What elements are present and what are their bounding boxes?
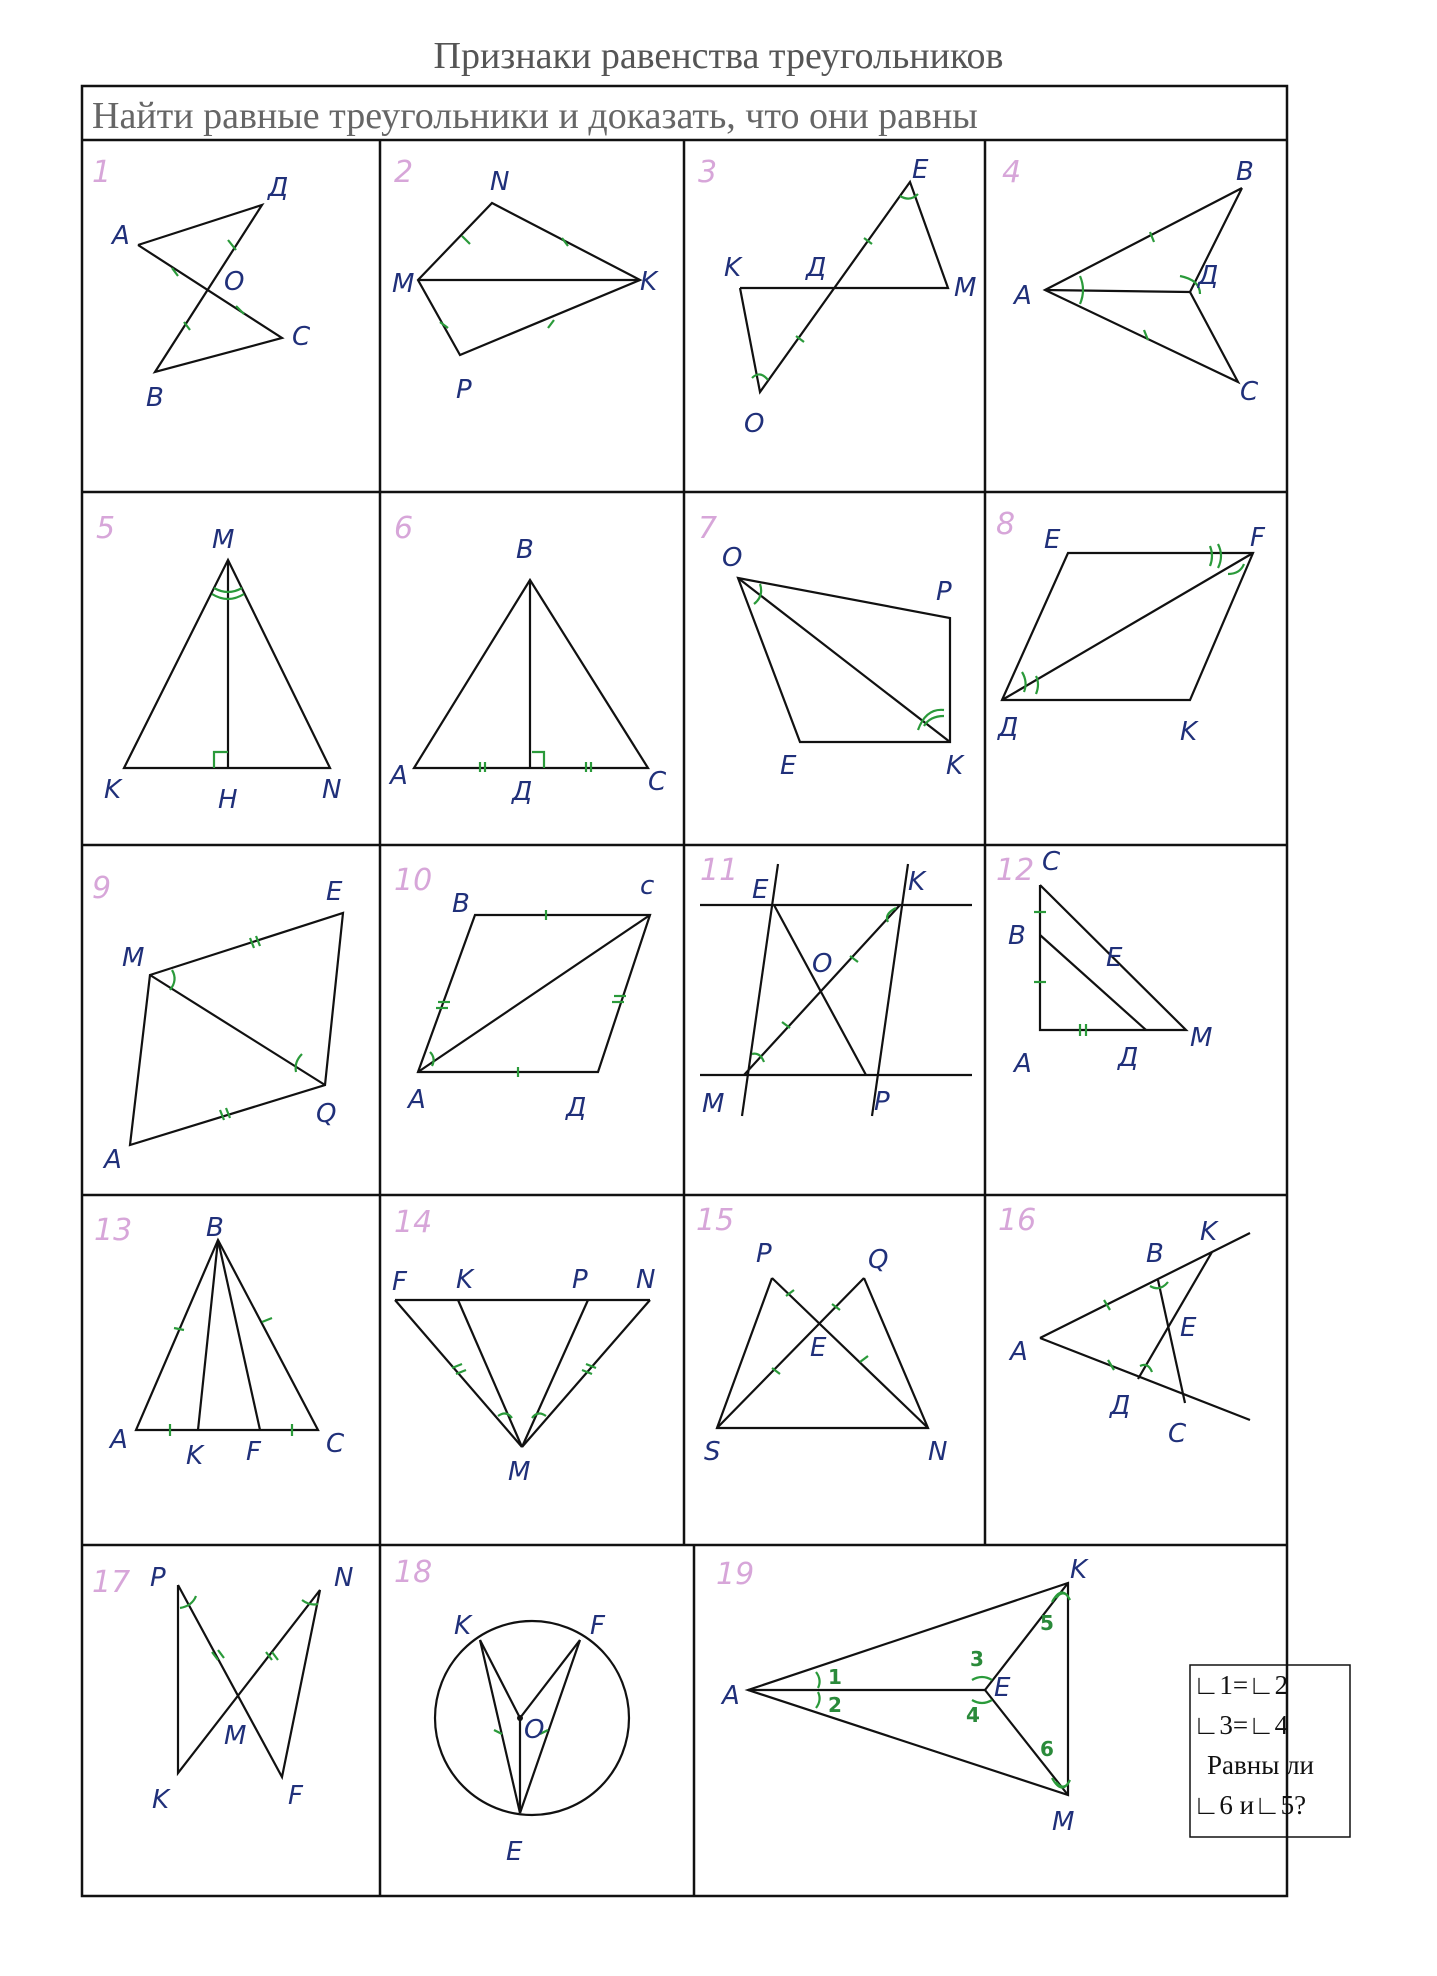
vertex-label: M <box>508 1457 531 1487</box>
vertex-label: B <box>1008 921 1026 951</box>
vertex-label: P <box>456 375 472 405</box>
problem-11 <box>700 853 972 1119</box>
problem-9 <box>92 871 343 1175</box>
vertex-label: K <box>454 1611 472 1641</box>
vertex-label: P <box>150 1563 166 1593</box>
note-line: Равны ли <box>1207 1750 1315 1780</box>
note-line: ∟6 и∟5? <box>1193 1790 1307 1820</box>
vertex-label: E <box>752 875 769 905</box>
vertex-label: O <box>744 409 765 439</box>
vertex-label: B <box>1236 157 1254 187</box>
problem-7 <box>698 511 965 781</box>
problem-4 <box>1002 155 1259 407</box>
vertex-label: K <box>456 1265 474 1295</box>
vertex-label: F <box>246 1437 261 1467</box>
vertex-label: O <box>224 267 245 297</box>
vertex-label: F <box>392 1267 407 1297</box>
problem-number: 7 <box>698 511 718 546</box>
problem-number: 19 <box>716 1557 755 1592</box>
vertex-label: F <box>1250 523 1265 553</box>
problem-number: 2 <box>394 155 414 190</box>
problem-number: 15 <box>696 1203 735 1238</box>
vertex-label: E <box>780 751 797 781</box>
problem-number: 3 <box>698 155 718 190</box>
problem-number: 1 <box>92 155 112 190</box>
vertex-label: C <box>1240 377 1259 407</box>
vertex-label: M <box>954 273 977 303</box>
vertex-label: B <box>146 383 164 413</box>
page-title: Признаки равенства треугольников <box>433 35 1004 77</box>
vertex-label: E <box>1044 525 1061 555</box>
vertex-label: Д <box>512 777 533 807</box>
problem-18 <box>394 1555 629 1867</box>
vertex-label: B <box>1146 1239 1164 1269</box>
problem-5 <box>96 511 341 815</box>
note-line: ∟3=∟4 <box>1193 1710 1289 1740</box>
problem-19 <box>716 1555 1089 1837</box>
angle-number: 4 <box>966 1703 980 1727</box>
vertex-label: M <box>702 1089 725 1119</box>
vertex-label: Д <box>806 253 827 283</box>
vertex-label: P <box>874 1087 890 1117</box>
vertex-label: C <box>648 767 667 797</box>
vertex-label: Д <box>1118 1043 1139 1073</box>
vertex-label: C <box>1042 847 1061 877</box>
vertex-label: Д <box>1198 261 1219 291</box>
problem-number: 18 <box>394 1555 433 1590</box>
angle-number: 2 <box>828 1693 842 1717</box>
vertex-label: N <box>322 775 342 805</box>
problem-number: 5 <box>96 511 116 546</box>
problem-12 <box>996 847 1212 1079</box>
angle-number: 3 <box>970 1647 984 1671</box>
vertex-label: B <box>206 1213 224 1243</box>
table-grid <box>82 86 1350 1896</box>
problem-17 <box>92 1563 353 1815</box>
vertex-label: A <box>722 1681 740 1711</box>
vertex-label: A <box>110 1425 128 1455</box>
vertex-label: E <box>326 877 343 907</box>
vertex-label: K <box>640 267 658 297</box>
vertex-label: S <box>704 1437 721 1467</box>
vertex-label: K <box>152 1785 170 1815</box>
vertex-label: Д <box>566 1093 587 1123</box>
problem-number: 9 <box>92 871 112 906</box>
vertex-label: O <box>722 543 743 573</box>
vertex-label: M <box>212 525 235 555</box>
vertex-label: C <box>1168 1419 1187 1449</box>
vertex-label: E <box>994 1673 1011 1703</box>
angle-number: 1 <box>828 1665 842 1689</box>
problem-number: 16 <box>998 1203 1037 1238</box>
vertex-label: K <box>186 1441 204 1471</box>
vertex-label: K <box>1180 717 1198 747</box>
problem-1 <box>92 155 311 413</box>
problem-14 <box>392 1205 655 1487</box>
vertex-label: N <box>334 1563 354 1593</box>
vertex-label: Д <box>998 713 1019 743</box>
problem-number: 17 <box>92 1565 131 1600</box>
page-subtitle: Найти равные треугольники и доказать, что они равны <box>92 95 978 137</box>
vertex-label: A <box>390 761 408 791</box>
vertex-label: A <box>1014 281 1032 311</box>
vertex-label: O <box>524 1715 545 1745</box>
vertex-label: K <box>104 775 122 805</box>
problem-number: 10 <box>394 863 433 898</box>
vertex-label: M <box>1190 1023 1213 1053</box>
vertex-label: Q <box>868 1245 889 1275</box>
problem-number: 4 <box>1002 155 1022 190</box>
vertex-label: N <box>636 1265 656 1295</box>
problem-8 <box>996 507 1266 747</box>
vertex-label: C <box>292 322 311 352</box>
problem-number: 12 <box>996 853 1035 888</box>
vertex-label: P <box>572 1265 588 1295</box>
vertex-label: M <box>122 943 145 973</box>
question-note <box>1193 1665 1345 1835</box>
vertex-label: E <box>506 1837 523 1867</box>
problem-number: 8 <box>996 507 1016 542</box>
vertex-label: O <box>812 949 833 979</box>
vertex-label: Д <box>1110 1391 1131 1421</box>
problem-number: 11 <box>700 853 739 888</box>
vertex-label: A <box>1010 1337 1028 1367</box>
problem-15 <box>696 1203 947 1467</box>
vertex-label: F <box>590 1611 605 1641</box>
vertex-label: K <box>908 867 926 897</box>
vertex-label: Д <box>268 173 289 203</box>
vertex-label: F <box>288 1781 303 1811</box>
vertex-label: K <box>946 751 964 781</box>
problem-6 <box>388 511 667 807</box>
vertex-label: c <box>640 871 655 901</box>
problem-2 <box>392 155 659 405</box>
problem-number: 6 <box>394 511 414 546</box>
angle-number: 5 <box>1040 1611 1054 1635</box>
vertex-label: E <box>810 1333 827 1363</box>
vertex-label: N <box>928 1437 948 1467</box>
vertex-label: A <box>1014 1049 1032 1079</box>
note-line: ∟1=∟2 <box>1193 1670 1289 1700</box>
vertex-label: M <box>392 269 415 299</box>
vertex-label: A <box>408 1085 426 1115</box>
problem-number: 13 <box>94 1213 133 1248</box>
vertex-label: N <box>490 167 510 197</box>
vertex-label: P <box>936 577 952 607</box>
vertex-label: E <box>1106 943 1123 973</box>
vertex-label: K <box>724 253 742 283</box>
vertex-label: A <box>112 221 130 251</box>
problem-10 <box>394 863 654 1123</box>
vertex-label: C <box>326 1429 345 1459</box>
problem-16 <box>998 1203 1250 1449</box>
vertex-label: Q <box>316 1099 337 1129</box>
problem-13 <box>94 1213 345 1471</box>
vertex-label: E <box>1180 1313 1197 1343</box>
problem-number: 14 <box>394 1205 433 1240</box>
angle-number: 6 <box>1040 1737 1054 1761</box>
vertex-label: K <box>1070 1555 1088 1585</box>
vertex-label: A <box>104 1145 122 1175</box>
vertex-label: B <box>452 889 470 919</box>
vertex-label: M <box>1052 1807 1075 1837</box>
vertex-label: K <box>1200 1217 1218 1247</box>
vertex-label: B <box>516 535 534 565</box>
vertex-label: H <box>218 785 238 815</box>
vertex-label: P <box>756 1239 772 1269</box>
vertex-label: M <box>224 1721 247 1751</box>
vertex-label: E <box>912 155 929 185</box>
problem-3 <box>698 155 976 439</box>
